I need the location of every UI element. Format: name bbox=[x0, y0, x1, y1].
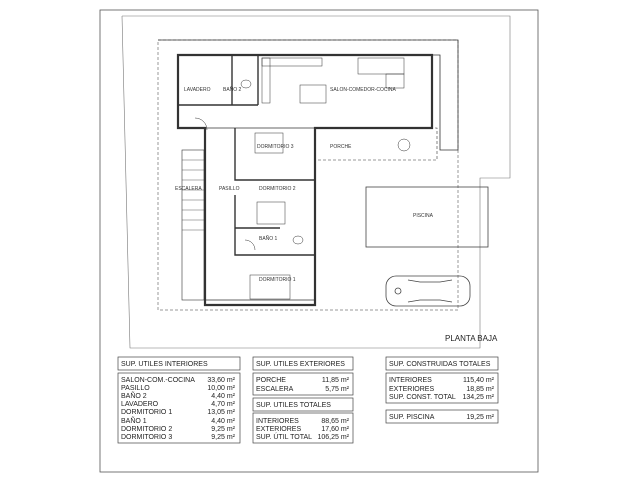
room-label-lavadero: LAVADERO bbox=[184, 87, 211, 93]
plan-title: PLANTA BAJA bbox=[445, 334, 498, 343]
table-row-label: ESCALERA bbox=[256, 386, 294, 393]
table-row-label: INTERIORES bbox=[389, 377, 432, 384]
table-row-label: DORMITORIO 2 bbox=[121, 426, 173, 433]
table-row-label: BAÑO 2 bbox=[121, 393, 147, 400]
table-row-label: LAVADERO bbox=[121, 401, 159, 408]
table-row-value: 4,40 m² bbox=[211, 393, 235, 400]
table-row-label: INTERIORES bbox=[256, 418, 299, 425]
table-row-value: 4,40 m² bbox=[211, 418, 235, 425]
table-row-value: 88,65 m² bbox=[321, 418, 349, 425]
table-piscina-title: SUP. PISCINA bbox=[389, 414, 435, 421]
table-row-value: 17,60 m² bbox=[321, 426, 349, 433]
table-row-label: SUP. ÚTIL TOTAL bbox=[256, 434, 313, 441]
room-label-porche: PORCHE bbox=[330, 144, 352, 150]
room-label-escalera: ESCALERA bbox=[175, 186, 202, 192]
house-walls bbox=[158, 40, 458, 310]
table-row-value: 9,25 m² bbox=[211, 434, 235, 441]
table-row-label: DORMITORIO 3 bbox=[121, 434, 173, 441]
table-exteriores-title: SUP. UTILES EXTERIORES bbox=[256, 361, 345, 368]
car-icon bbox=[386, 276, 470, 306]
table-totales-title: SUP. UTILES TOTALES bbox=[256, 402, 331, 409]
room-label-pasillo: PASILLO bbox=[219, 186, 240, 192]
table-exteriores-rows bbox=[256, 377, 350, 393]
table-row-value: 13,05 m² bbox=[207, 409, 235, 416]
table-row-value: 106,25 m² bbox=[317, 434, 349, 441]
table-row-value: 33,60 m² bbox=[207, 377, 235, 384]
room-label-dormitorio3: DORMITORIO 3 bbox=[257, 144, 294, 150]
table-totales-rows bbox=[256, 418, 350, 441]
table-construidas-rows bbox=[389, 377, 495, 401]
table-interiores-title: SUP. UTILES INTERIORES bbox=[121, 361, 208, 368]
room-label-dormitorio1: DORMITORIO 1 bbox=[259, 277, 296, 283]
table-row-value: 115,40 m² bbox=[463, 377, 494, 384]
table-row-label: SALON-COM.-COCINA bbox=[121, 377, 195, 384]
table-row-value: 4,70 m² bbox=[211, 401, 235, 408]
table-row-value: 11,85 m² bbox=[321, 377, 349, 384]
room-label-bano2: BAÑO 2 bbox=[223, 87, 242, 93]
table-construidas-title: SUP. CONSTRUIDAS TOTALES bbox=[389, 361, 491, 368]
table-piscina-value: 19,25 m² bbox=[466, 414, 494, 421]
table-row-value: 18,85 m² bbox=[466, 386, 494, 393]
room-label-piscina: PISCINA bbox=[413, 213, 434, 219]
table-row-label: PORCHE bbox=[256, 377, 286, 384]
room-label-bano1: BAÑO 1 bbox=[259, 236, 278, 242]
table-row-value: 9,25 m² bbox=[211, 426, 235, 433]
table-row-label: PASILLO bbox=[121, 385, 150, 392]
table-interiores-rows bbox=[121, 377, 236, 441]
table-row-label: SUP. CONST. TOTAL bbox=[389, 394, 456, 401]
table-row-value: 134,25 m² bbox=[462, 394, 494, 401]
room-label-salon: SALON-COMEDOR-COCINA bbox=[330, 87, 396, 93]
table-row-value: 10,00 m² bbox=[207, 385, 235, 392]
room-label-dormitorio2: DORMITORIO 2 bbox=[259, 186, 296, 192]
table-row-label: EXTERIORES bbox=[389, 386, 435, 393]
table-row-label: EXTERIORES bbox=[256, 426, 302, 433]
table-row-label: DORMITORIO 1 bbox=[121, 409, 173, 416]
table-row-label: BAÑO 1 bbox=[121, 418, 147, 425]
table-row-value: 5,75 m² bbox=[325, 386, 349, 393]
